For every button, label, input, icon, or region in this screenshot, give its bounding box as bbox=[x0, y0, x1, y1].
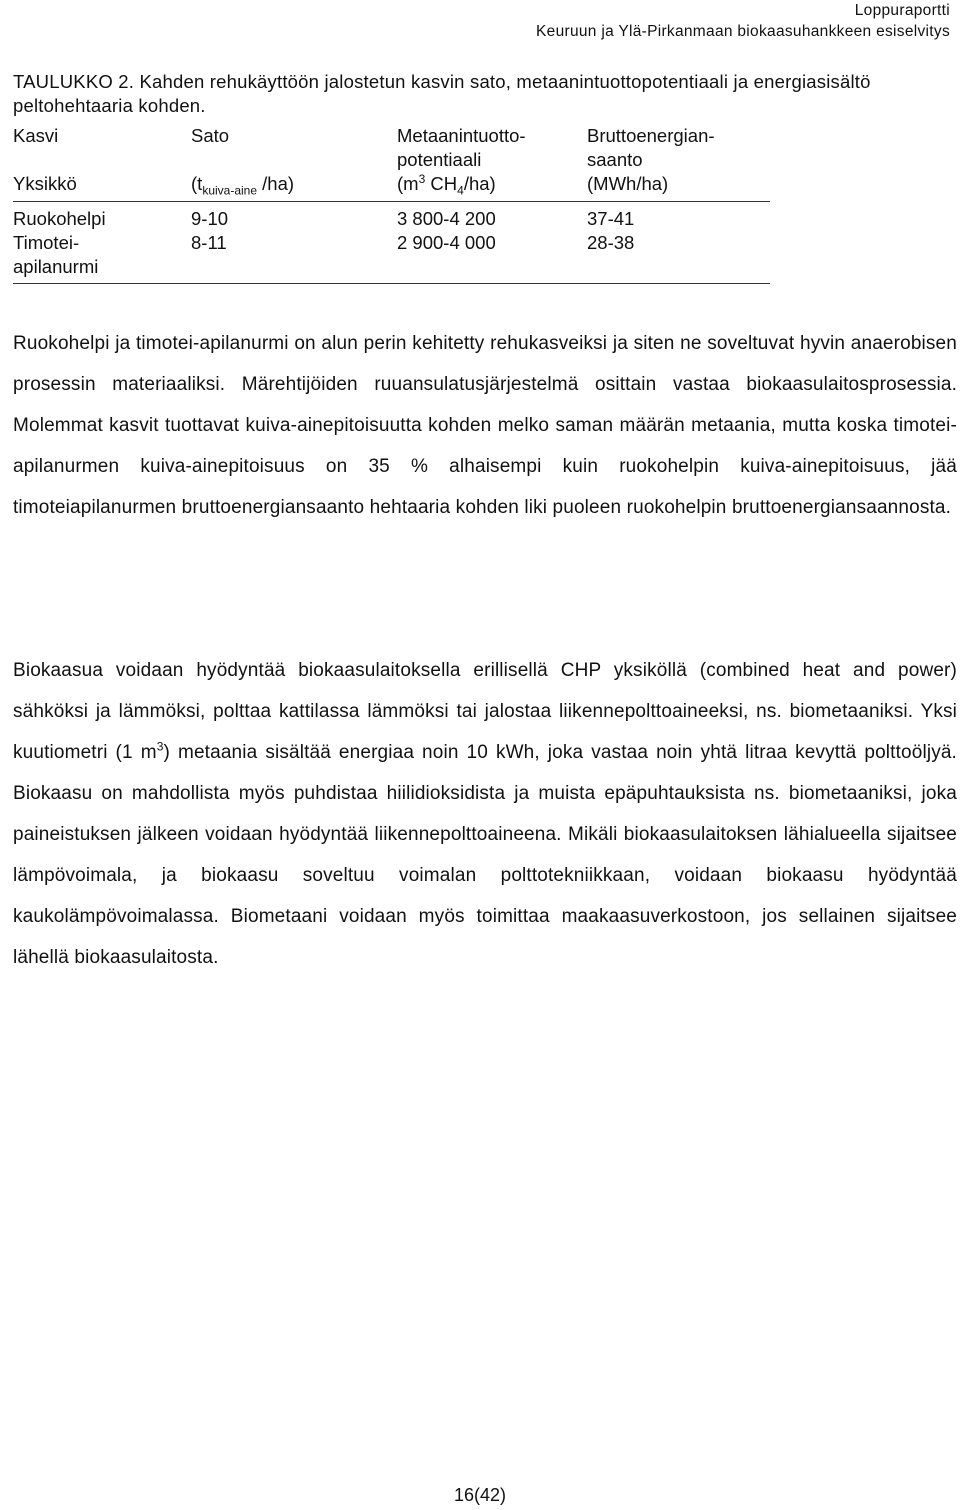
table-cell: 8-11 bbox=[191, 231, 397, 284]
table-unit-row bbox=[13, 172, 770, 202]
col-header-crop: Kasvi bbox=[13, 125, 59, 146]
unit-energy: (MWh/ha) bbox=[587, 172, 770, 202]
table-cell: 9-10 bbox=[191, 208, 229, 229]
table-row bbox=[13, 202, 770, 232]
table-header-row bbox=[13, 124, 770, 172]
table-cell: Ruokohelpi bbox=[13, 208, 106, 229]
report-title: Keuruun ja Ylä-Pirkanmaan biokaasuhankkeen esiselvitys bbox=[536, 23, 950, 40]
table-cell: 2 900-4 000 bbox=[397, 231, 587, 284]
crop-yield-table bbox=[13, 124, 770, 284]
table-row bbox=[13, 231, 770, 284]
table-cell: 28-38 bbox=[587, 231, 770, 284]
unit-label: Yksikkö bbox=[13, 172, 191, 202]
body-paragraph-biogas-use: Biokaasua voidaan hyödyntää biokaasulaitoksella erillisellä CHP yksiköllä (combined heat and power) sähköksi ja lämmöksi, polttaa kattilassa lämmöksi tai jalostaa liikennepolttoaineeksi, ns. biometaaniksi. Yksi kuutiometri (1 $m^3$) metaania sisältää energiaa noin 10 kWh, joka vastaa noin yhtä litraa kevyttä polttoöljyä. Biokaasu on mahdollista myös puhdistaa hiilidioksidista ja muista epäpuhtauksista ns. biometaaniksi, joka paineistuksen jälkeen voidaan hyödyntää liikennepolttoaineena. Mikäli biokaasulaitoksen lähialueella sijaitsee lämpövoimala, ja biokaasu soveltuu voimalan polttotekniikkaan, voidaan biokaasu hyödyntää kaukolämpövoimalassa. Biometaani voidaan myös toimittaa maakaasuverkostoon, jos sellainen sijaitsee lähellä biokaasulaitosta. bbox=[13, 660, 957, 968]
table-cell: 3 800-4 200 bbox=[397, 208, 496, 229]
col-header-yield: Sato bbox=[191, 125, 230, 146]
col-header-methane: Metaanintuotto- potentiaali bbox=[397, 125, 526, 170]
table-cell: 37-41 bbox=[587, 208, 635, 229]
body-paragraph-crops: Ruokohelpi ja timotei-apilanurmi on alun perin kehitetty rehukasveiksi ja siten ne soveltuvat hyvin anaerobisen prosessin materiaaliksi. Märehtijöiden ruuansulatusjärjestelmä osittain vastaa biokaasulaitosprosessia. Molemmat kasvit tuottavat kuiva-ainepitoisuutta kohden melko saman määrän metaania, mutta koska timotei-apilanurmen kuiva-ainepitoisuus on 35 % alhaisempi kuin ruokohelpin kuiva-ainepitoisuus, jää timoteiapilanurmen bruttoenergiansaanto hehtaaria kohden liki puoleen ruokohelpin bruttoenergiansaannosta. bbox=[13, 333, 957, 518]
unit-yield: ($t_{kuiva-aine}$ /ha) bbox=[191, 172, 397, 202]
unit-methane: ($m^3$ $CH_4/ha$) bbox=[397, 172, 587, 202]
page-header bbox=[536, 0, 950, 42]
report-type: Loppuraportti bbox=[854, 2, 950, 19]
col-header-energy: Bruttoenergian- saanto bbox=[587, 125, 715, 170]
page-number: 16(42) bbox=[453, 1485, 507, 1505]
table-caption: TAULUKKO 2. Kahden rehukäyttöön jalostetun kasvin sato, metaanintuottopotentiaali ja energiasisältö peltohehtaaria kohden. bbox=[13, 71, 871, 116]
table-cell: Timotei- apilanurmi bbox=[13, 231, 191, 284]
